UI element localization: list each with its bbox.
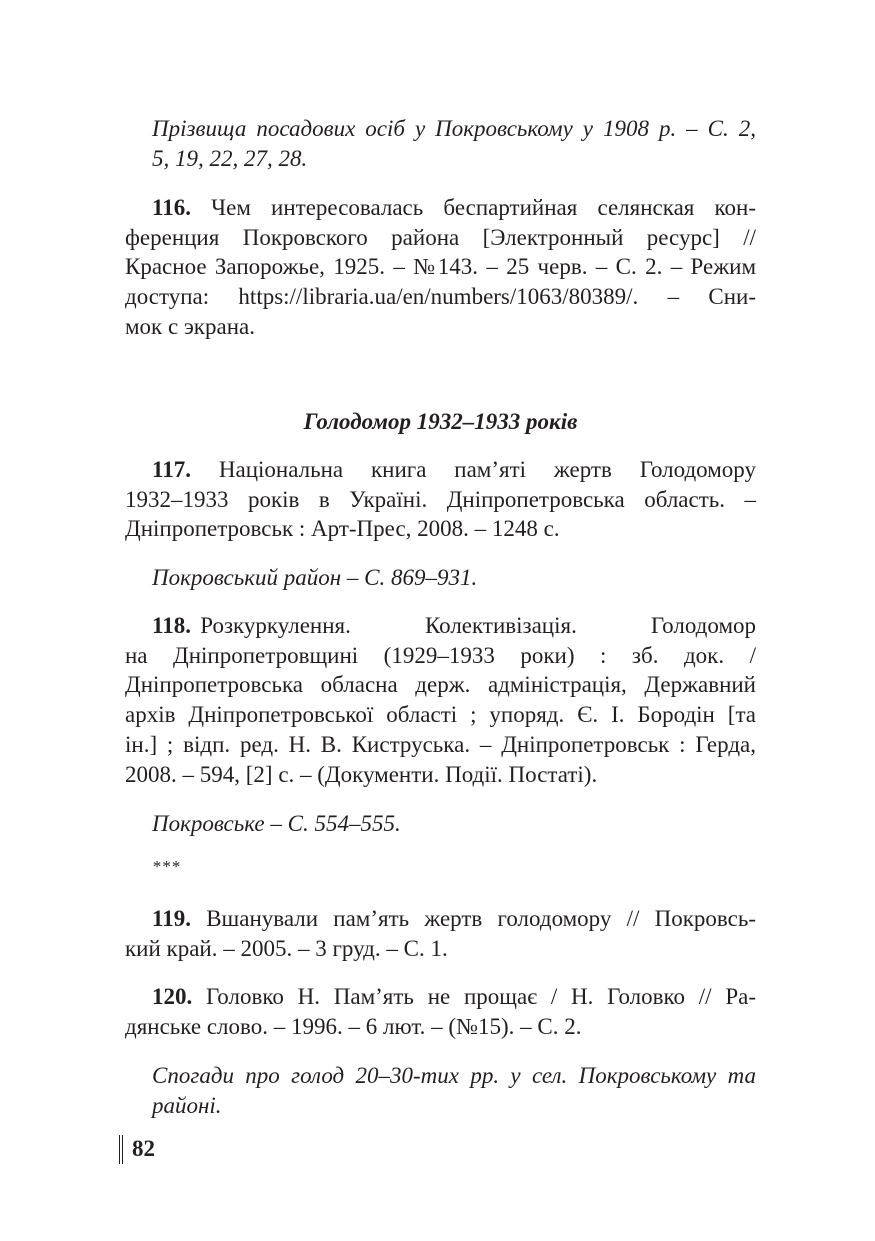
entry-117-note: Покровський район – С. 869–931. [152,565,478,590]
bibliography-entry-119 [125,904,756,963]
entry-116-line-5: мок с экрана. [125,313,255,339]
entry-116-line-1 [125,193,756,223]
entry-118-line-5: ін.] ; відп. ред. Н. В. Киструська. – Дніпропетровськ : Герда, [125,731,756,757]
bibliography-entry-116 [125,193,756,342]
folio-rule [119,1135,123,1164]
entry-119-text-1: Вшанували пам’ять жертв голодомору // Покровсь- [206,906,756,931]
entry-number: 118. [152,613,191,638]
section-heading: Голодомор 1932–1933 років [303,409,578,434]
entry-118-line-6: 2008. – 594, [2] с. – (Документи. Події. Постаті). [125,761,598,787]
entry-number: 119. [152,906,191,931]
entry-116-line-2: ференция Покровского района [Электронный ресурс] // [125,224,756,250]
entry-119-line-1 [125,904,756,934]
bibliography-entry-118 [125,611,756,789]
entry-117-line-3: Дніпропетровськ : Арт-Прес, 2008. – 1248 с. [125,516,560,542]
entry-120-note-line-1: Спогади про голод 20–30-тих рр. у сел. Покровському та [152,1063,756,1088]
entry-118-line-2: на Дніпропетровщині (1929–1933 роки) : зб. док. / [125,642,756,668]
entry-118-line-1 [125,611,756,641]
bibliography-entry-120 [125,982,756,1041]
page-number: 82 [132,1136,155,1161]
entry-117-line-1 [125,455,756,485]
entry-117-line-2: 1932–1933 років в Україні. Дніпропетровська область. – [125,486,756,512]
top-note [152,114,756,173]
entry-116-line-3: Красное Запорожье, 1925. – №143. – 25 черв. – С. 2. – Режим [125,254,756,280]
entry-118-text-1: Розкуркулення. Колективізація. Голодомор [200,613,756,638]
entry-118-line-3: Дніпропетровська обласна держ. адміністрація, Державний [125,672,756,698]
entry-number: 117. [152,457,191,482]
entry-118-line-4: архів Дніпропетровської області ; упоряд. Є. І. Бородін [та [125,702,756,728]
entry-119-line-2: кий край. – 2005. – 3 груд. – С. 1. [125,935,448,961]
entry-118-note: Покровське – С. 554–555. [152,811,401,836]
entry-116-line-4: доступа: https://libraria.ua/en/numbers/1063/80389/. – Сни- [125,284,756,310]
entry-120-note [152,1061,756,1120]
section-separator: *** [152,857,181,876]
top-note-line-2: 5, 19, 22, 27, 28. [152,145,308,171]
entry-number: 116. [152,195,191,220]
bibliography-entry-117 [125,455,756,544]
entry-number: 120. [152,984,193,1009]
entry-116-text-1: Чем интересовалась беспартийная селянская кон- [211,195,756,220]
entry-120-note-line-2: районі. [152,1092,222,1118]
top-note-line-1: Прізвища посадових осіб у Покровському у 1908 р. – С. 2, [152,116,756,141]
entry-117-text-1: Національна книга пам’яті жертв Голодомору [218,457,756,482]
entry-120-line-2: дянське слово. – 1996. – 6 лют. – (№15). – С. 2. [125,1013,582,1039]
entry-120-line-1 [125,982,756,1012]
entry-120-text-1: Головко Н. Пам’ять не прощає / Н. Головко // Ра- [206,984,756,1009]
